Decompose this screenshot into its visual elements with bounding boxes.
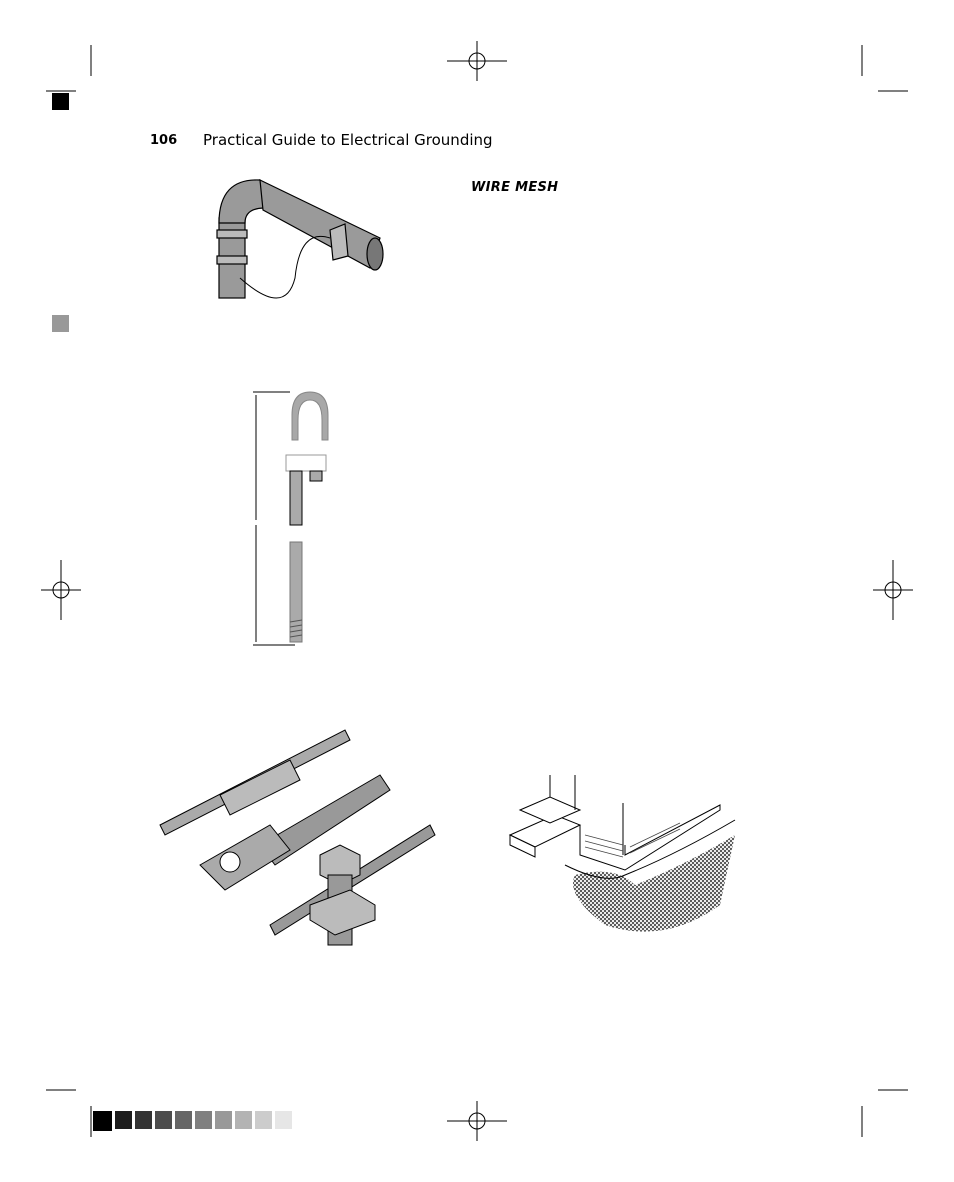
swatch <box>175 1111 192 1129</box>
swatch <box>235 1111 252 1129</box>
registration-square-dark <box>52 93 69 110</box>
color-calibration-bar <box>93 1111 292 1131</box>
connectors-figure <box>160 725 440 955</box>
pipe-ground-clamp-figure <box>205 168 405 318</box>
swatch <box>155 1111 172 1129</box>
section-heading: WIRE MESH <box>471 180 559 195</box>
swatch <box>195 1111 212 1129</box>
ground-rod-figure <box>250 385 370 655</box>
swatch <box>215 1111 232 1129</box>
wire-mesh-under-foundation-figure <box>505 775 745 945</box>
swatch <box>275 1111 292 1129</box>
page-number: 106 <box>150 133 178 148</box>
swatch <box>115 1111 132 1129</box>
running-title: Practical Guide to Electrical Grounding <box>203 131 493 149</box>
swatch <box>135 1111 152 1129</box>
swatch <box>93 1111 112 1131</box>
swatch <box>255 1111 272 1129</box>
registration-square-gray <box>52 315 69 332</box>
